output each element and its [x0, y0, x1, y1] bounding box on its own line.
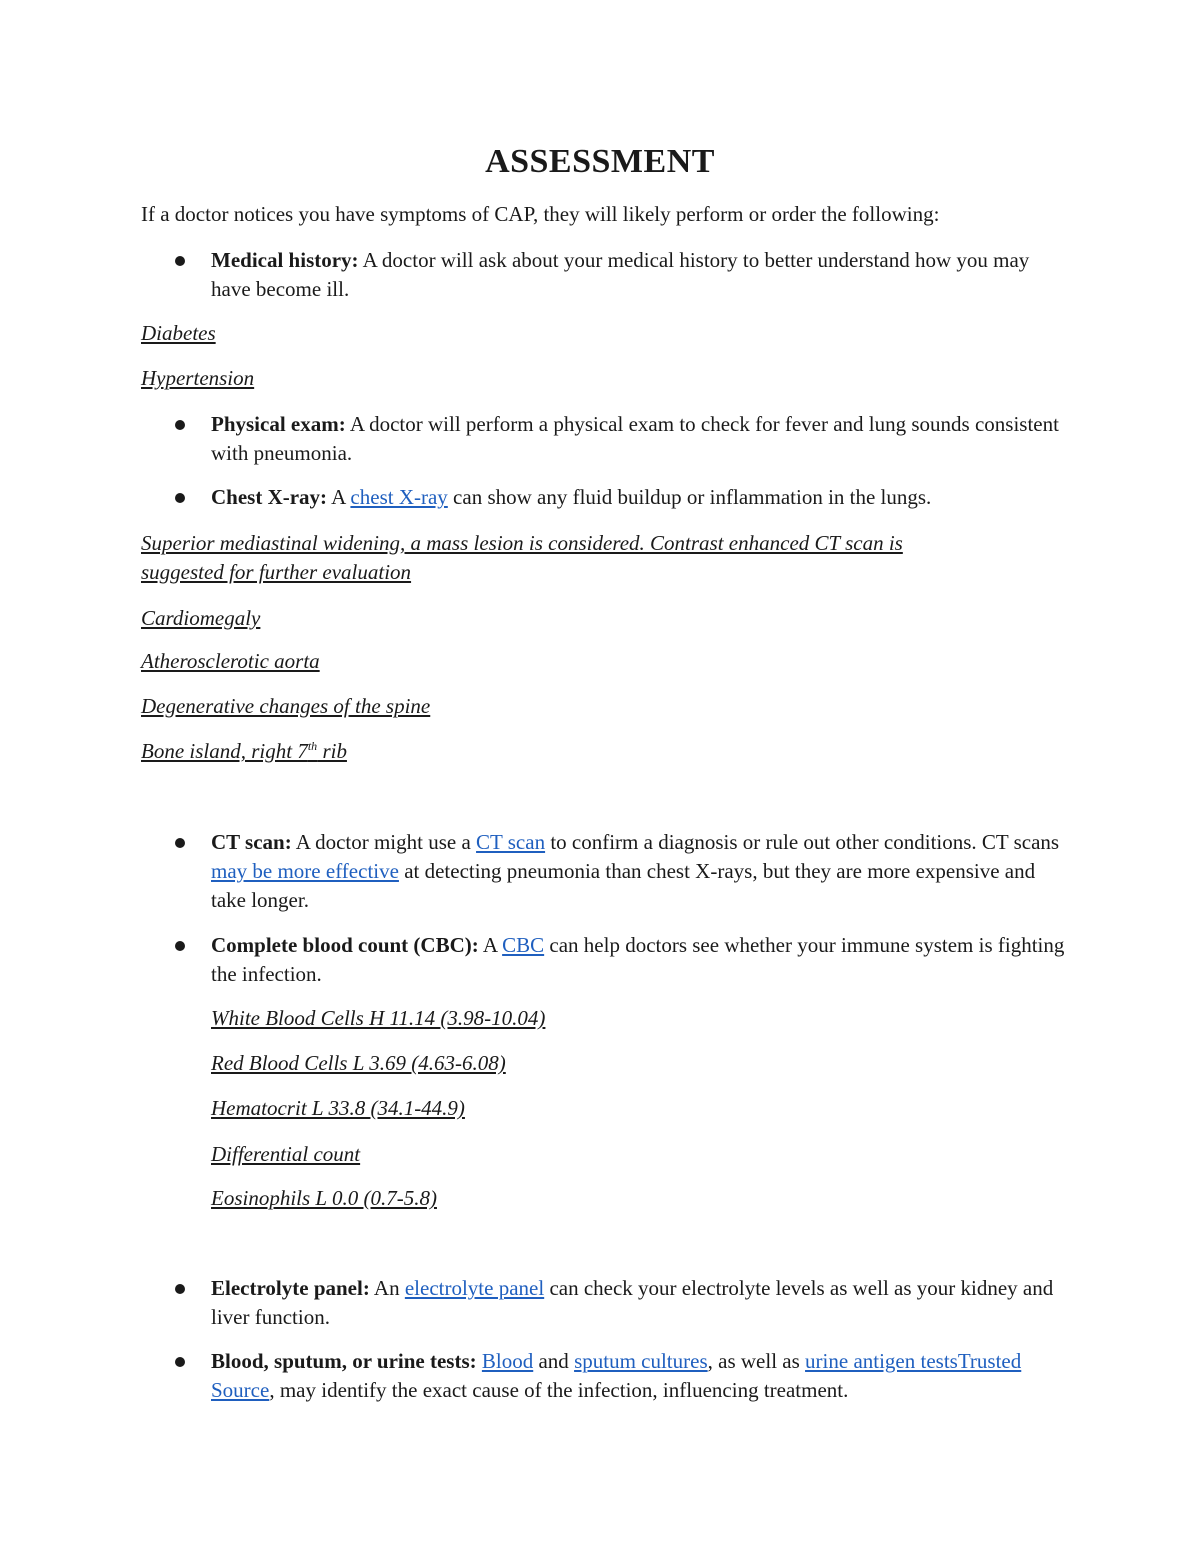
- ct-scan-link[interactable]: CT scan: [476, 830, 546, 854]
- electrolyte-item: [211, 1274, 1071, 1332]
- medical-history-item: [211, 246, 1071, 304]
- cbc-note-eosinophils: Eosinophils L 0.0 (0.7-5.8): [211, 1186, 437, 1210]
- electrolyte-text: An: [369, 1276, 405, 1300]
- ct-scan-text: A doctor might use a: [291, 830, 477, 854]
- xray-finding-line2: suggested for further evaluation: [141, 560, 412, 584]
- bullet-icon: [175, 1284, 185, 1294]
- urine-antigen-link[interactable]: urine antigen testsTrusted Source: [211, 1349, 1022, 1402]
- bullet-icon: [175, 420, 185, 430]
- chest-xray-label: Chest X-ray:: [211, 485, 328, 509]
- tests-label: Blood, sputum, or urine tests:: [211, 1349, 477, 1373]
- xray-finding-line1: Superior mediastinal widening, a mass lesion is considered. Contrast enhanced CT scan is: [141, 531, 903, 555]
- chest-xray-text-end: can show any fluid buildup or inflammation in the lungs.: [447, 485, 932, 509]
- bone-island-superscript: th: [307, 739, 318, 753]
- ct-scan-text-mid: to confirm a diagnosis or rule out other conditions. CT scans: [545, 830, 1060, 854]
- cbc-link[interactable]: CBC: [502, 933, 545, 957]
- cbc-note-rbc: Red Blood Cells L 3.69 (4.63-6.08): [211, 1051, 506, 1075]
- tests-text-end: , may identify the exact cause of the infection, influencing treatment.: [269, 1378, 849, 1402]
- bone-island-text-end: rib: [317, 739, 347, 763]
- xray-note-cardiomegaly: Cardiomegaly: [141, 606, 261, 630]
- chest-xray-text: A: [327, 485, 351, 509]
- tests-text-mid2: , as well as: [707, 1349, 806, 1373]
- ct-scan-label: CT scan:: [211, 830, 292, 854]
- physical-exam-item: [211, 410, 1071, 468]
- bullet-icon: [175, 838, 185, 848]
- cbc-note-wbc: White Blood Cells H 11.14 (3.98-10.04): [211, 1006, 546, 1030]
- history-note-diabetes: Diabetes: [141, 321, 216, 345]
- electrolyte-panel-link[interactable]: electrolyte panel: [404, 1276, 545, 1300]
- bullet-icon: [175, 493, 185, 503]
- physical-exam-text: A doctor will perform a physical exam to check for fever and lung sounds consistent with pneumonia.: [211, 412, 1059, 465]
- tests-item: [211, 1347, 1071, 1405]
- cbc-note-differential: Differential count: [211, 1142, 361, 1166]
- cbc-text-end: can help doctors see whether your immune system is fighting the infection.: [211, 933, 1065, 986]
- bullet-icon: [175, 1357, 185, 1367]
- bullet-icon: [175, 941, 185, 951]
- chest-xray-link[interactable]: chest X-ray: [350, 485, 448, 509]
- cbc-note-hematocrit: Hematocrit L 33.8 (34.1-44.9): [211, 1096, 465, 1120]
- bone-island-text: Bone island, right 7: [141, 739, 308, 763]
- history-note-hypertension: Hypertension: [141, 366, 255, 390]
- more-effective-link[interactable]: may be more effective: [211, 859, 399, 883]
- cbc-label: Complete blood count (CBC):: [211, 933, 479, 957]
- xray-note-bone-island: [141, 737, 347, 766]
- ct-scan-item: [211, 828, 1071, 915]
- page-title: ASSESSMENT: [485, 143, 715, 180]
- electrolyte-label: Electrolyte panel:: [211, 1276, 370, 1300]
- medical-history-text: A doctor will ask about your medical history to better understand how you may have become ill.: [211, 248, 1030, 301]
- chest-xray-item: [211, 483, 1071, 512]
- xray-note-aorta: Atherosclerotic aorta: [141, 649, 320, 673]
- physical-exam-label: Physical exam:: [211, 412, 346, 436]
- intro-paragraph: If a doctor notices you have symptoms of CAP, they will likely perform or order the following:: [141, 202, 940, 226]
- sputum-cultures-link[interactable]: sputum cultures: [574, 1349, 708, 1373]
- cbc-item: [211, 931, 1071, 989]
- electrolyte-text-end: can check your electrolyte levels as well as your kidney and liver function.: [211, 1276, 1054, 1329]
- tests-text-mid1: and: [533, 1349, 575, 1373]
- ct-scan-text-end: at detecting pneumonia than chest X-rays, but they are more expensive and take longer.: [211, 859, 1036, 912]
- bullet-icon: [175, 256, 185, 266]
- xray-note-spine: Degenerative changes of the spine: [141, 694, 431, 718]
- medical-history-label: Medical history:: [211, 248, 359, 272]
- cbc-text: A: [478, 933, 503, 957]
- blood-link[interactable]: Blood: [481, 1349, 534, 1373]
